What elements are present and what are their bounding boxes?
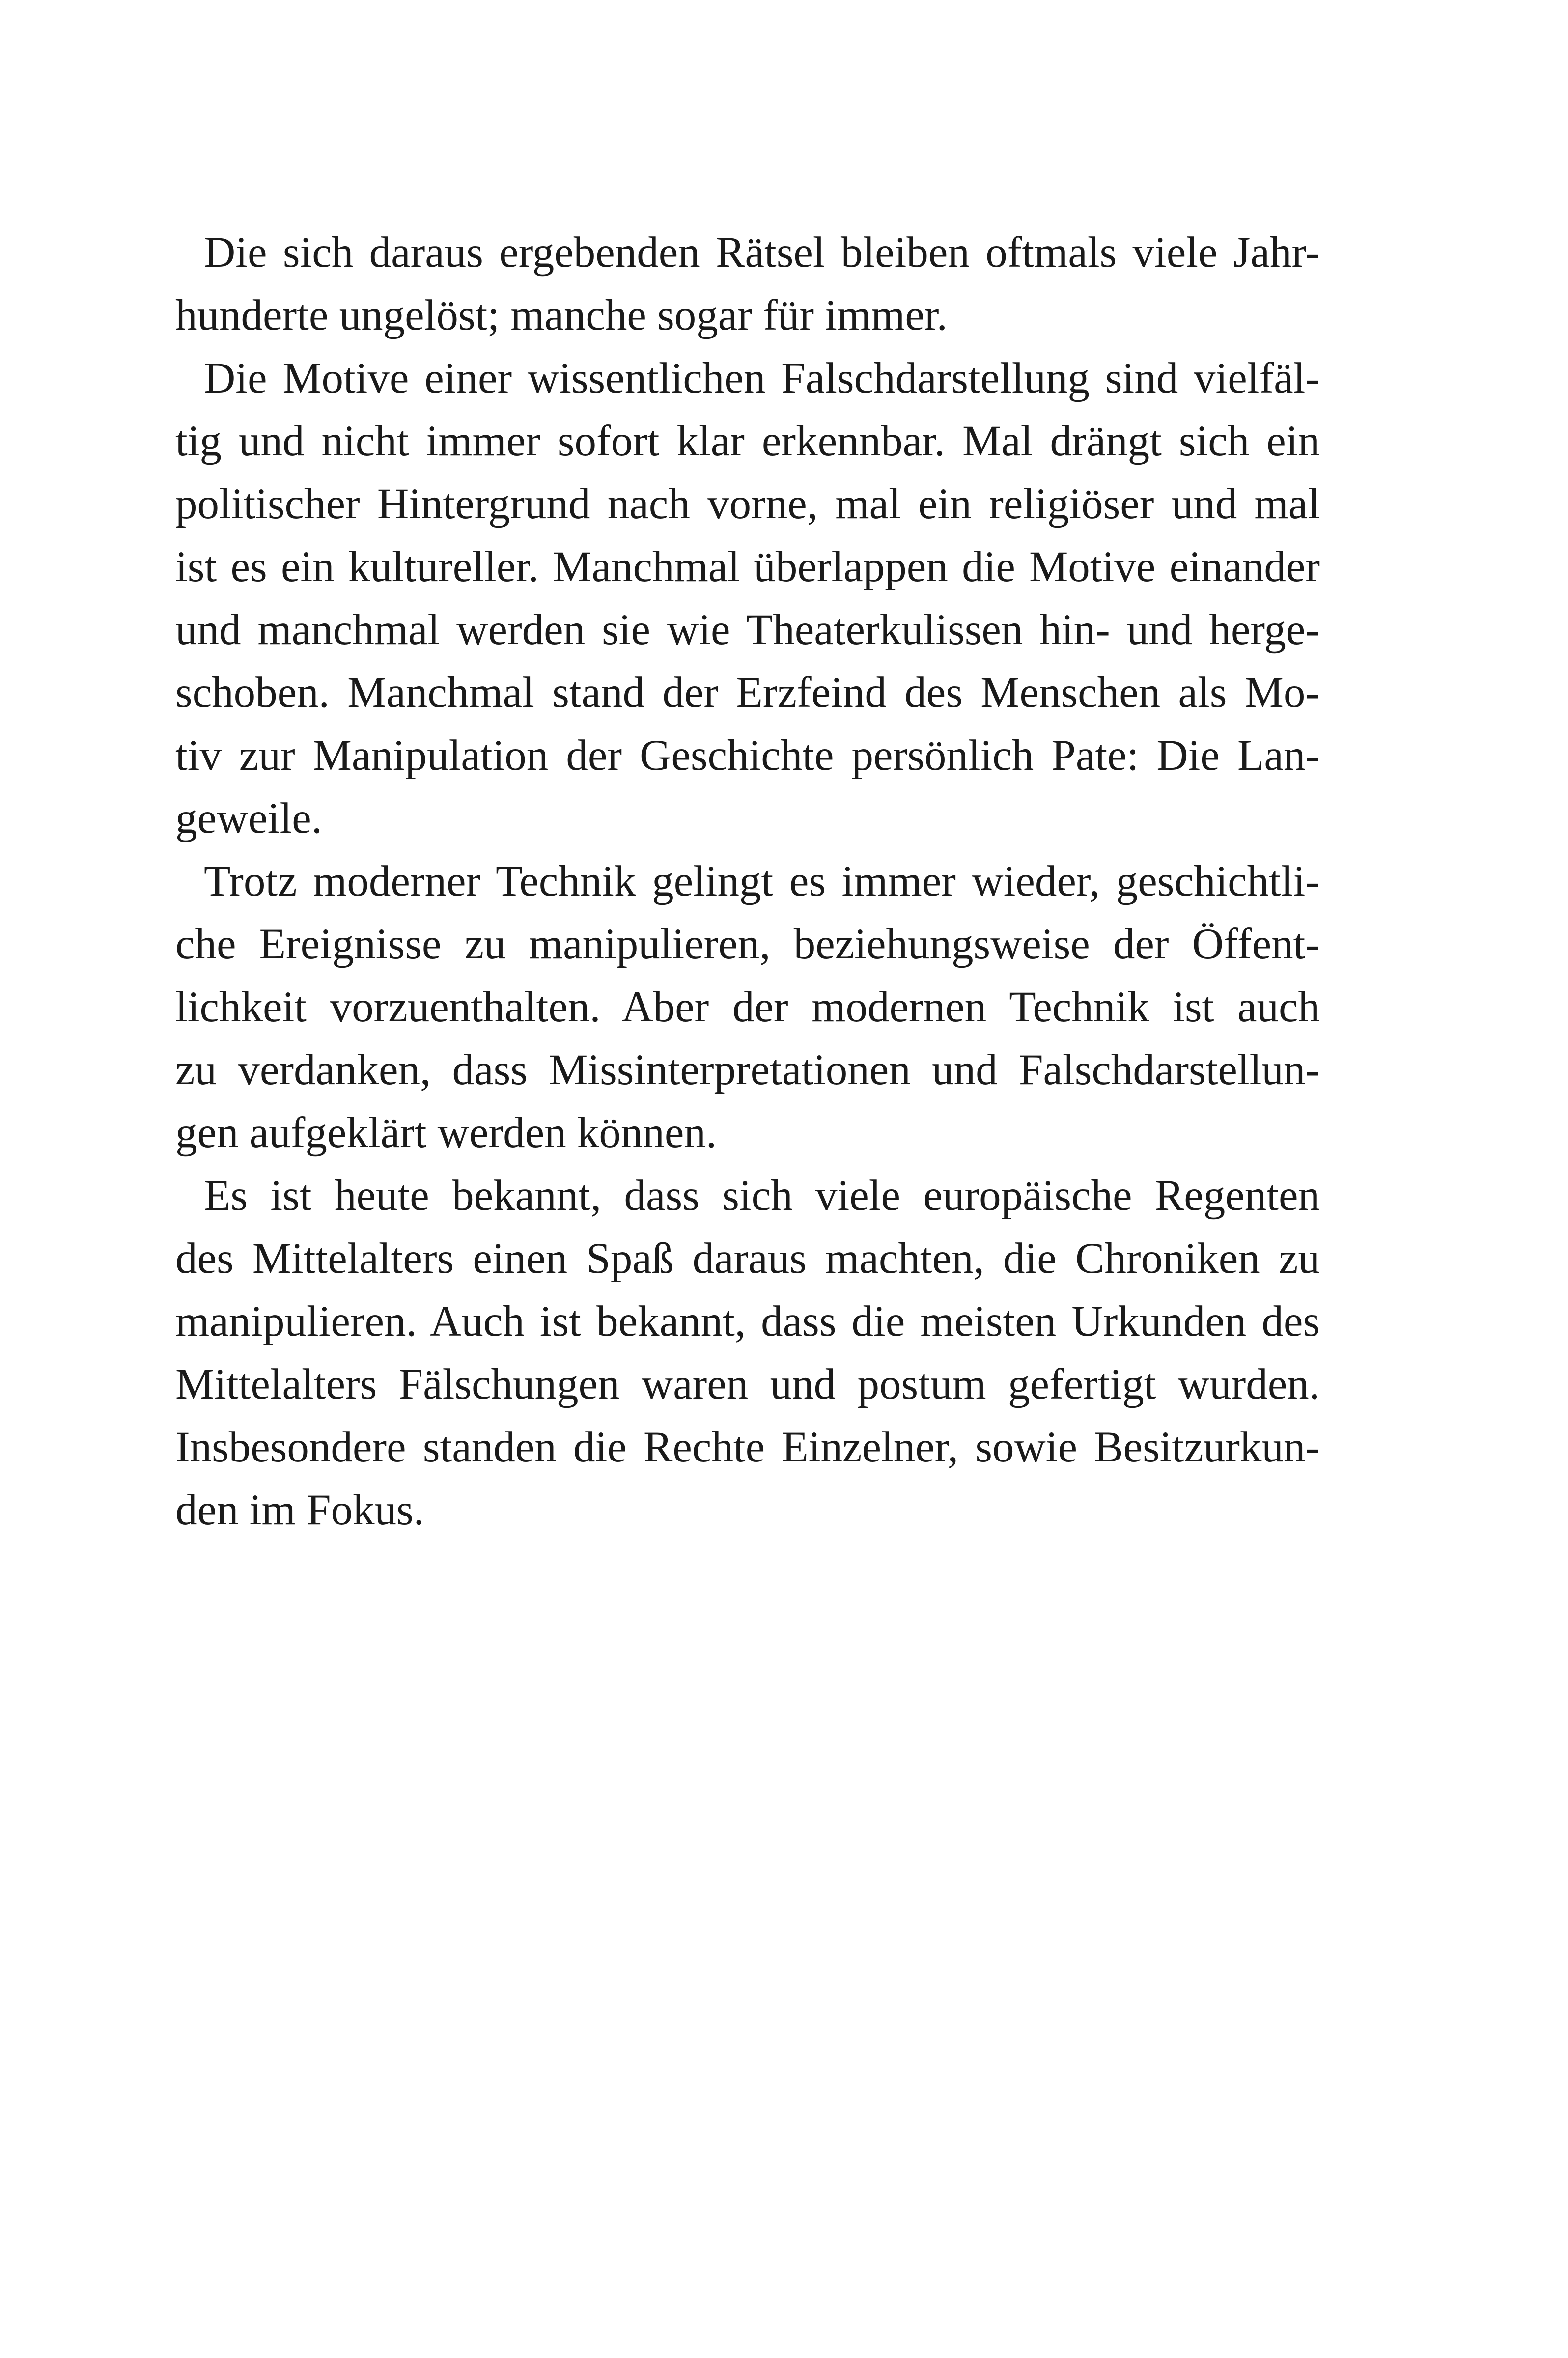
text-line: ist es ein kultureller. Manchmal überlappen die Motive einander	[175, 543, 1320, 591]
text-line: politischer Hintergrund nach vorne, mal ein religiöser und mal	[175, 480, 1320, 528]
text-line: schoben. Manchmal stand der Erzfeind des Menschen als Mo-	[175, 669, 1320, 717]
text-line: tig und nicht immer sofort klar erkennbar. Mal drängt sich ein	[175, 417, 1320, 465]
text-line: zu verdanken, dass Missinterpretationen und Falschdarstellun-	[175, 1046, 1320, 1094]
text-line: Es ist heute bekannt, dass sich viele europäische Regenten	[204, 1172, 1320, 1220]
text-line: und manchmal werden sie wie Theaterkulissen hin- und herge-	[175, 606, 1320, 654]
paragraph	[175, 347, 1320, 850]
text-line: Die sich daraus ergebenden Rätsel bleiben oftmals viele Jahr-	[204, 228, 1320, 277]
paragraph	[175, 221, 1320, 347]
text-line: gen aufgeklärt werden können.	[175, 1109, 717, 1157]
text-line: des Mittelalters einen Spaß daraus machten, die Chroniken zu	[175, 1235, 1320, 1283]
text-line: hunderte ungelöst; manche sogar für immer.	[175, 291, 948, 339]
text-line: Trotz moderner Technik gelingt es immer wieder, geschichtli-	[204, 857, 1320, 905]
text-line: Mittelalters Fälschungen waren und postum gefertigt wurden.	[175, 1360, 1320, 1408]
body-text	[175, 221, 1320, 1542]
paragraph	[175, 1164, 1320, 1542]
text-line: tiv zur Manipulation der Geschichte persönlich Pate: Die Lan-	[175, 731, 1320, 780]
text-line: Insbesondere standen die Rechte Einzelner, sowie Besitzurkun-	[175, 1423, 1320, 1471]
text-line: che Ereignisse zu manipulieren, beziehungsweise der Öffent-	[175, 920, 1320, 968]
text-line: den im Fokus.	[175, 1486, 424, 1534]
text-line: geweile.	[175, 794, 322, 842]
text-line: Die Motive einer wissentlichen Falschdarstellung sind vielfäl-	[204, 354, 1320, 402]
paragraph	[175, 850, 1320, 1164]
text-line: lichkeit vorzuenthalten. Aber der modernen Technik ist auch	[175, 983, 1320, 1031]
text-line: manipulieren. Auch ist bekannt, dass die meisten Urkunden des	[175, 1297, 1320, 1346]
